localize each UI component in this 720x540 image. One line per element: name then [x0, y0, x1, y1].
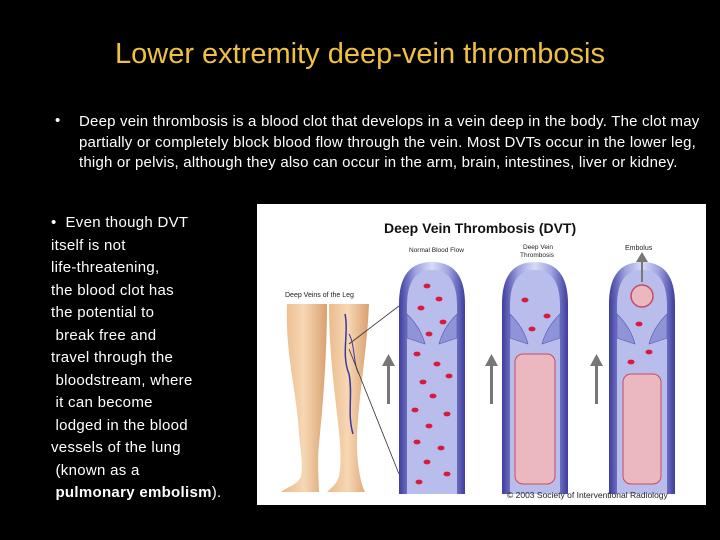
label-embolus: Embolus: [625, 245, 653, 252]
text-line: vessels of the lung: [51, 439, 181, 456]
text-line: the potential to: [51, 304, 155, 321]
label-dvt-line2: Thrombosis: [520, 252, 554, 259]
leg-label: Deep Veins of the Leg: [285, 292, 354, 299]
text-line: it can become: [51, 394, 153, 411]
text-line-last: pulmonary embolism).: [55, 484, 222, 501]
text-line: itself is not: [51, 236, 126, 254]
figure-title: Deep Vein Thrombosis (DVT): [384, 220, 577, 236]
vessel-dvt: [502, 244, 568, 494]
text-line: life-threatening,: [51, 259, 160, 276]
dvt-risk-paragraph: [51, 212, 251, 505]
vessel-embolus: [609, 245, 675, 494]
dvt-definition-paragraph: Deep vein thrombosis is a blood clot that develops in a vein deep in the body. The clot may partially or completely block blood flow through the vein. Most DVTs occur in the lower leg, thigh or pelvis, although they also can occur in the arm, brain, intestines, liver or kidney.: [79, 113, 700, 171]
text-line: • Even though DVT: [51, 214, 189, 231]
copyright-notice: © 2003 Society of Interventional Radiology: [507, 490, 668, 500]
text-line: lodged in the blood: [51, 416, 188, 434]
text-line: the blood clot has: [51, 281, 174, 299]
pulmonary-embolism-term: pulmonary embolism: [55, 484, 212, 501]
text-line: bloodstream, where: [51, 371, 193, 389]
label-normal-blood-flow: Normal Blood Flow: [409, 247, 464, 254]
vessel-normal: [399, 247, 465, 494]
text-line: (known as a: [51, 461, 140, 479]
text-line: travel through the: [51, 349, 174, 366]
slide-title: Lower extremity deep-vein thrombosis: [115, 38, 605, 70]
dvt-illustration: [257, 204, 706, 505]
text-line: break free and: [51, 326, 157, 344]
leg-drawing: [281, 304, 399, 492]
bullet-marker: •: [55, 112, 61, 129]
label-dvt-line1: Deep Vein: [523, 244, 553, 251]
